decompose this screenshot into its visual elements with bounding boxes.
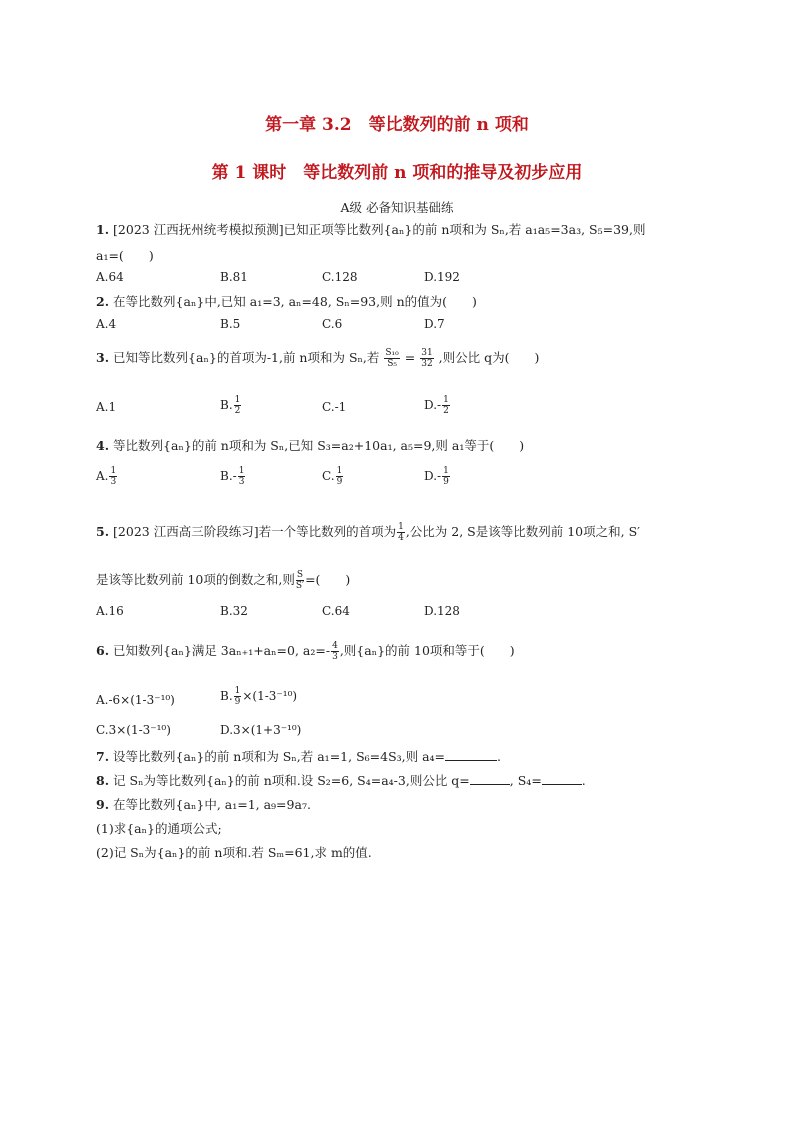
question-number: 2. [96, 294, 110, 309]
fraction: $\frac{4}{3}$ [332, 641, 338, 662]
question-number: 1. [96, 222, 110, 237]
option-d: D.7 [424, 317, 445, 331]
question-text: 已知数列{aₙ}满足 3aₙ₊₁+aₙ=0, a₂=- [113, 643, 331, 658]
option-a: A.-6×(1-3⁻¹⁰) [96, 693, 175, 707]
option-c: C.64 [322, 604, 350, 618]
option-b: B. $\frac{1}{2}$ [220, 395, 241, 416]
question-number: 5. [96, 524, 110, 539]
option-d: D.192 [424, 270, 460, 284]
answer-blank[interactable] [445, 749, 497, 761]
question-5-cont: 是该等比数列前 10项的倒数之和,则 $\frac{S}{S'}$ =( ) [96, 570, 351, 591]
option-c: C. $\frac{1}{9}$ [322, 466, 343, 487]
question-1 [96, 220, 645, 238]
question-9 [96, 795, 311, 813]
option-a: A.16 [96, 604, 124, 618]
option-c: C.6 [322, 317, 343, 331]
option-d: D.128 [424, 604, 460, 618]
question-number: 8. [96, 773, 110, 788]
question-text: [2023 江西抚州统考模拟预测]已知正项等比数列{aₙ}的前 n项和为 Sₙ,若 a₁a₅=3a₃, S₅=39,则 [113, 222, 646, 237]
question-number: 7. [96, 749, 110, 764]
option-b: B.32 [220, 604, 248, 618]
question-1-cont: a₁=( ) [96, 248, 154, 263]
section-heading: A级 必备知识基础练 [340, 200, 454, 215]
option-d: D.- $\frac{1}{2}$ [424, 395, 449, 416]
option-d: D.3×(1+3⁻¹⁰) [220, 723, 302, 737]
question-text: 在等比数列{aₙ}中, a₁=1, a₉=9a₇. [113, 797, 311, 812]
question-text: 已知等比数列{aₙ}的首项为-1,前 n项和为 Sₙ,若 [113, 350, 380, 365]
chapter-title: 第一章 3.2 等比数列的前 n 项和 [265, 115, 529, 135]
question-3: 3. 已知等比数列{aₙ}的首项为-1,前 n项和为 Sₙ,若 $\frac{\text{S₁₀}}{\text{S₅}}$ = $\frac{31}{32}$ ,则公比 q为( ) [96, 348, 540, 369]
question-text: 记 Sₙ为等比数列{aₙ}的前 n项和.设 S₂=6, S₄=a₄-3,则公比 q= [113, 773, 470, 788]
option-b: B.81 [220, 270, 248, 284]
option-c: C.-1 [322, 400, 347, 414]
question-number: 9. [96, 797, 110, 812]
question-9-part-1: (1)求{aₙ}的通项公式; [96, 821, 222, 836]
question-9-part-2: (2)记 Sₙ为{aₙ}的前 n项和.若 Sₘ=61,求 m的值. [96, 845, 372, 860]
question-number: 3. [96, 350, 110, 365]
option-b: B.- $\frac{1}{3}$ [220, 466, 245, 487]
answer-blank[interactable] [470, 773, 510, 785]
question-text: [2023 江西高三阶段练习]若一个等比数列的首项为 [113, 524, 397, 539]
question-6: 6. 已知数列{aₙ}满足 3aₙ₊₁+aₙ=0, a₂=- $\frac{4}{3}$ ,则{aₙ}的前 10项和等于( ) [96, 641, 515, 662]
option-a: A.4 [96, 317, 117, 331]
fraction: $\frac{\text{S₁₀}}{\text{S₅}}$ [385, 348, 399, 369]
option-a: A. $\frac{1}{3}$ [96, 466, 117, 487]
question-text: 等比数列{aₙ}的前 n项和为 Sₙ,已知 S₃=a₂+10a₁, a₅=9,则 a₁等于( ) [113, 438, 525, 453]
question-5: 5. [2023 江西高三阶段练习]若一个等比数列的首项为 $\frac{1}{4}$ ,公比为 2, S是该等比数列前 10项之和, S′ [96, 522, 640, 543]
question-text: 在等比数列{aₙ}中,已知 a₁=3, aₙ=48, Sₙ=93,则 n的值为( ) [113, 294, 477, 309]
question-2 [96, 292, 477, 310]
fraction: $\frac{31}{32}$ [421, 348, 433, 369]
question-8: 8. 记 Sₙ为等比数列{aₙ}的前 n项和.设 S₂=6, S₄=a₄-3,则公比 q= , S₄= . [96, 773, 586, 788]
question-number: 4. [96, 438, 110, 453]
option-c: C.3×(1-3⁻¹⁰) [96, 723, 171, 737]
option-d: D.- $\frac{1}{9}$ [424, 466, 449, 487]
option-b: B. $\frac{1}{9}$ ×(1-3⁻¹⁰) [220, 686, 298, 707]
question-number: 6. [96, 643, 110, 658]
question-4 [96, 436, 524, 454]
option-b: B.5 [220, 317, 241, 331]
answer-blank[interactable] [542, 773, 582, 785]
lesson-title: 第 1 课时 等比数列前 n 项和的推导及初步应用 [211, 163, 583, 183]
option-a: A.1 [96, 400, 117, 414]
question-text: 设等比数列{aₙ}的前 n项和为 Sₙ,若 a₁=1, S₆=4S₃,则 a₄= [113, 749, 446, 764]
fraction: $\frac{S}{S'}$ [295, 570, 305, 591]
question-7: 7. 设等比数列{aₙ}的前 n项和为 Sₙ,若 a₁=1, S₆=4S₃,则 a₄= . [96, 749, 502, 764]
fraction: $\frac{1}{4}$ [398, 522, 404, 543]
option-c: C.128 [322, 270, 358, 284]
option-a: A.64 [96, 270, 124, 284]
